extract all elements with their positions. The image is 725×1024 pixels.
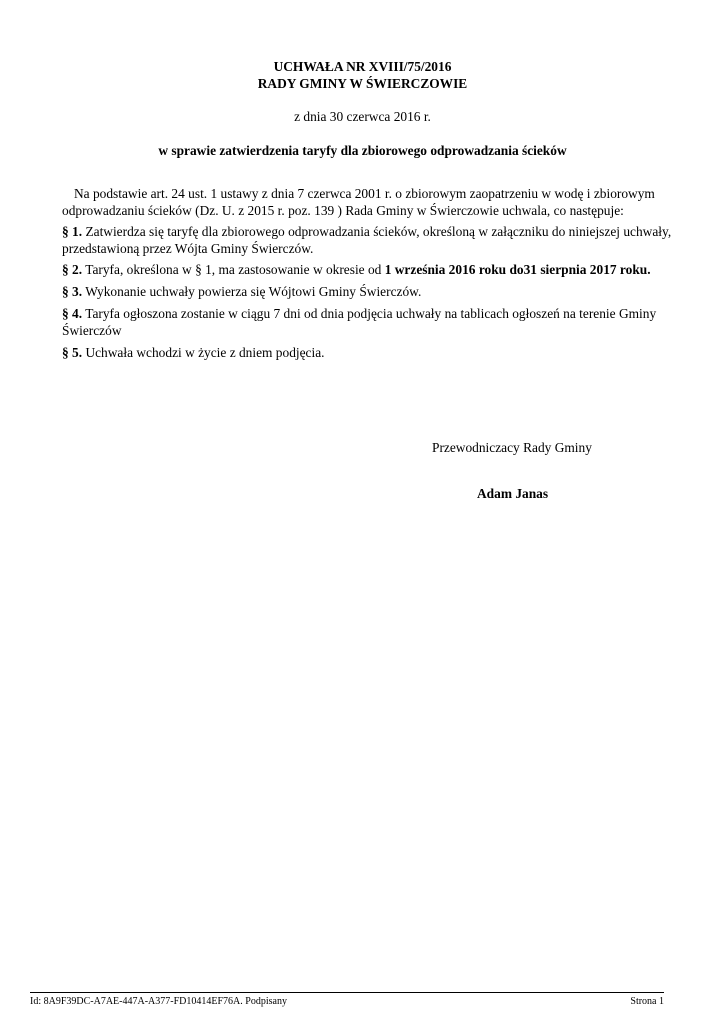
section-2-label: § 2. bbox=[62, 262, 83, 277]
section-2-text: Taryfa, określona w § 1, ma zastosowanie w okresie od bbox=[82, 262, 385, 277]
section-3-text: Wykonanie uchwały powierza się Wójtowi Gminy Świerczów. bbox=[82, 284, 422, 299]
section-4-label: § 4. bbox=[62, 306, 83, 321]
section-4-text: Taryfa ogłoszona zostanie w ciągu 7 dni od dnia podjęcia uchwały na tablicach ogłoszeń na terenie Gminy Świerczów bbox=[62, 306, 657, 338]
preamble: Na podstawie art. 24 ust. 1 ustawy z dnia 7 czerwca 2001 r. o zbiorowym zaopatrzeniu w wodę i zbiorowym odprowadzaniu ścieków (Dz. U. z 2015 r. poz. 139 ) Rada Gminy w Świerczowie uchwala, co następuje: bbox=[62, 186, 655, 218]
section-1 bbox=[62, 223, 674, 257]
footer-divider bbox=[30, 992, 664, 993]
section-5-label: § 5. bbox=[62, 345, 83, 360]
document-id: Id: 8A9F39DC-A7AE-447A-A377-FD10414EF76A. Podpisany bbox=[30, 996, 287, 1007]
section-2-period: 1 września 2016 roku do31 sierpnia 2017 roku. bbox=[384, 262, 651, 277]
section-3-label: § 3. bbox=[62, 284, 83, 299]
resolution-subject: w sprawie zatwierdzenia taryfy dla zbiorowego odprowadzania ścieków bbox=[158, 143, 567, 158]
resolution-date: z dnia 30 czerwca 2016 r. bbox=[294, 109, 431, 124]
section-1-text: Zatwierdza się taryfę dla zbiorowego odprowadzania ścieków, określoną w załączniku do niniejszej uchwały, przedstawioną przez Wójta Gminy Świerczów. bbox=[62, 224, 672, 256]
section-1-label: § 1. bbox=[62, 224, 83, 239]
signatory-role: Przewodniczacy Rady Gminy bbox=[432, 440, 592, 455]
signatory-name: Adam Janas bbox=[477, 486, 549, 501]
resolution-number: UCHWAŁA NR XVIII/75/2016 bbox=[273, 59, 452, 74]
section-2 bbox=[62, 261, 674, 278]
page-number: Strona 1 bbox=[630, 996, 664, 1007]
section-5-text: Uchwała wchodzi w życie z dniem podjęcia. bbox=[82, 345, 325, 360]
section-3 bbox=[62, 283, 674, 300]
section-5 bbox=[62, 344, 674, 361]
section-4 bbox=[62, 305, 674, 339]
council-name: RADY GMINY W ŚWIERCZOWIE bbox=[257, 76, 468, 91]
